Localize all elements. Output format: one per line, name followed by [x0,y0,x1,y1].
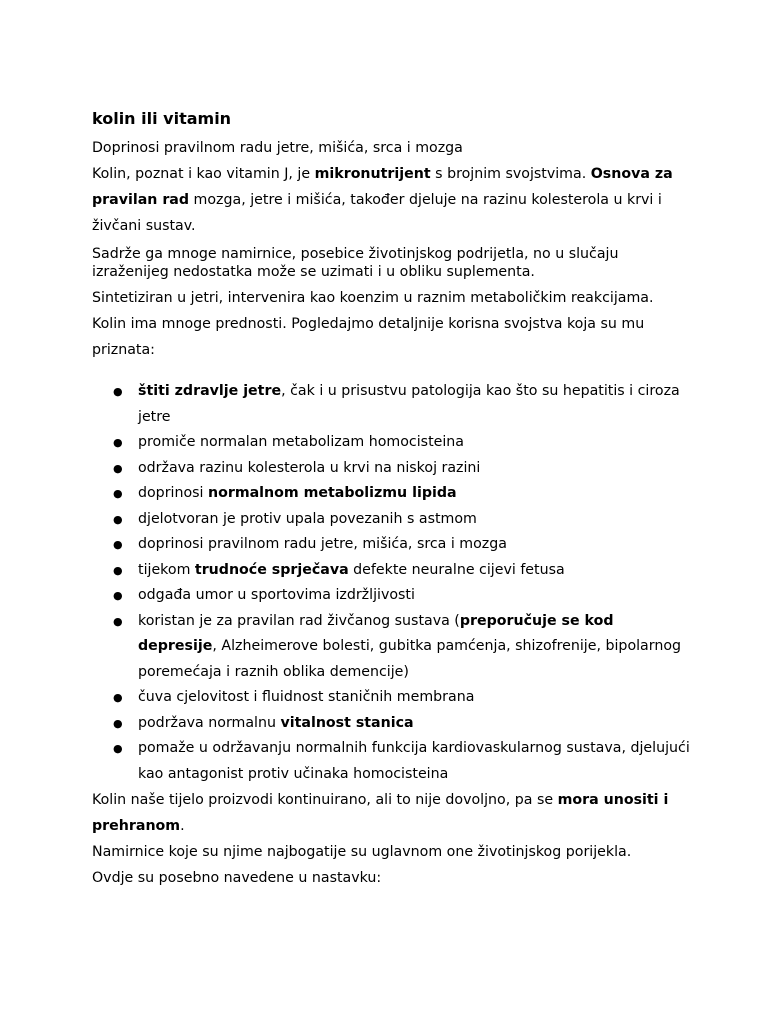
list-text: doprinosi pravilnom radu jetre, mišića, srca i mozga [138,536,507,552]
paragraph-kolin-definition [92,161,692,239]
bullet-icon: ● [113,512,123,526]
paragraph-benefits-intro: Kolin ima mnoge prednosti. Pogledajmo detaljnije korisna svojstva koja su mu priznata: [92,316,645,358]
bullet-icon: ● [113,461,123,475]
bullet-icon: ● [113,487,123,500]
list-text: pomaže u održavanju normalnih funkcija kardiovaskularnog sustava, djelujući kao antagonist protiv učinaka homocisteina [138,740,690,782]
list-bold-text: štiti zdravlje jetre [138,383,282,399]
list-item [113,430,692,456]
bullet-icon: ● [113,589,123,602]
bullet-icon: ● [113,563,123,577]
list-bold-text: trudnoće sprječava [194,561,349,578]
paragraph-list-lead: Ovdje su posebno navedene u nastavku: [92,870,382,886]
list-text: djelotvoran je protiv upala povezanih s astmom [138,510,477,527]
paragraph-synthesis: Sintetiziran u jetri, intervenira kao koenzim u raznim metaboličkim reakcijama. [92,290,654,306]
list-item [113,481,692,507]
bullet-icon: ● [113,385,123,398]
list-bold-text: preporučuje se kod depresije [138,612,614,654]
bullet-icon: ● [113,716,123,730]
bold-text: mora unositi i prehranom [92,792,669,834]
bullet-icon: ● [113,614,123,628]
list-item [113,456,692,482]
list-bold-text: vitalnost stanica [280,714,414,731]
list-item [113,711,692,737]
list-text: održava razinu kolesterola u krvi na niskoj razini [138,459,481,476]
list-item [113,558,692,584]
list-text: podržava normalnu [138,714,281,731]
list-text: doprinosi [138,485,208,501]
text-segment: Kolin, poznat i kao vitamin J, je [92,166,315,182]
list-item [113,583,692,609]
bullet-icon: ● [113,436,123,449]
list-text: promiče normalan metabolizam homocisteina [138,434,464,450]
bold-text: Osnova za pravilan rad [92,166,673,208]
list-item [113,379,692,430]
list-text: , Alzheimerove bolesti, gubitka pamćenja, shizofrenije, bipolarnog poremećaja i raznih oblika demencije) [138,638,682,680]
bullet-icon: ● [113,538,123,551]
list-text: koristan je za pravilan rad živčanog sustava ( [138,612,460,629]
list-text: odgađa umor u sportovima izdržljivosti [138,587,415,603]
list-item [113,736,692,787]
bullet-icon: ● [113,691,123,704]
list-bold-text: normalnom metabolizmu lipida [207,485,457,501]
list-text: tijekom [138,561,195,578]
benefits-list [92,379,692,787]
list-item [113,685,692,711]
text-segment: s brojnim svojstvima. [430,166,591,182]
paragraph-intake [92,787,692,839]
text-segment: mozga, jetre i mišića, također djeluje na razinu kolesterola u krvi i živčani sustav. [92,192,662,234]
document-title: kolin ili vitamin [92,109,232,128]
bullet-icon: ● [113,742,123,755]
list-item [113,532,692,558]
list-item [113,609,692,686]
document-page [92,109,692,891]
list-text: čuva cjelovitost i fluidnost staničnih membrana [138,689,475,705]
intro-paragraph: Doprinosi pravilnom radu jetre, mišića, srca i mozga [92,140,463,156]
list-text: , čak i u prisustvu patologija kao što su hepatitis i ciroza jetre [138,383,680,425]
bold-text: mikronutrijent [314,166,431,182]
list-text: defekte neuralne cijevi fetusa [348,561,565,578]
text-segment: . [180,818,185,834]
text-segment: Kolin naše tijelo proizvodi kontinuirano, ali to nije dovoljno, pa se [92,792,558,808]
list-item [113,507,692,533]
paragraph-food-sources: Namirnice koje su njime najbogatije su uglavnom one životinjskog porijekla. [92,844,632,860]
paragraph-sources: Sadrže ga mnoge namirnice, posebice životinjskog podrijetla, no u slučaju izraženijeg nedostatka može se uzimati i u obliku suplementa. [92,246,619,280]
